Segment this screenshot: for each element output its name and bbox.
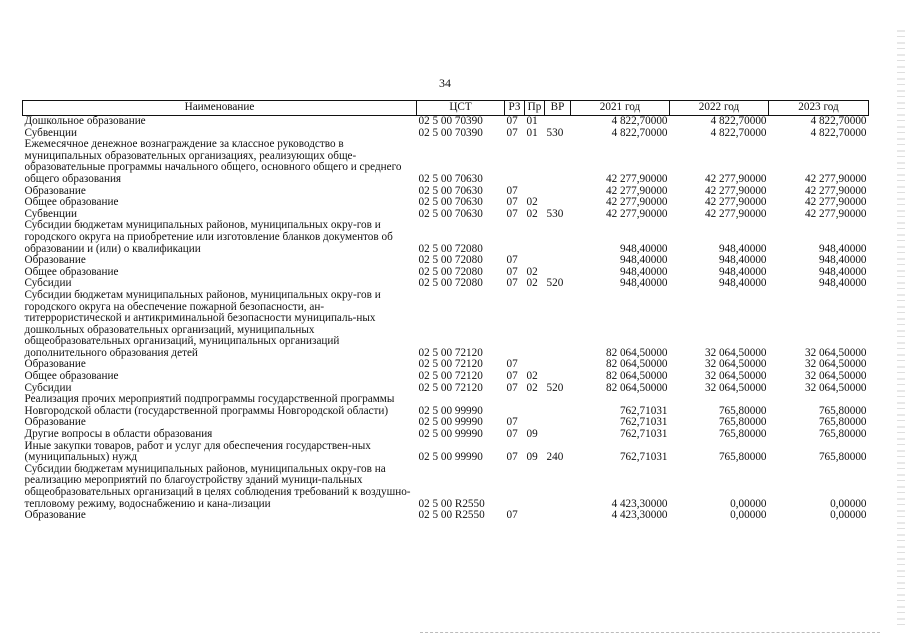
cell-rz: 07 [506,196,518,209]
cell-rz: 07 [506,126,518,139]
cell-2021: 4 423,30000 [611,497,668,510]
cell-name: Дошкольное образование [24,115,146,127]
table-row [23,371,869,383]
header-rz: РЗ [505,101,525,116]
cell-rz: 07 [506,416,518,429]
cell-name: Иные закупки товаров, работ и услуг для обеспечения государствен-ных (муниципальных) нужд [24,439,371,464]
cell-cst: 02 5 00 70390 [418,126,483,139]
cell-2023: 32 064,50000 [804,346,867,359]
cell-2021: 948,40000 [619,277,668,290]
cell-cst: 02 5 00 70390 [418,115,483,127]
cell-name: Субвенции [24,126,77,139]
cell-2022: 42 277,90000 [704,196,767,209]
cell-pr: 02 [526,370,538,383]
table-row [23,394,869,417]
cell-pr: 01 [526,115,538,127]
cell-rz: 07 [506,254,518,267]
cell-cst: 02 5 00 99990 [418,416,483,429]
cell-2023: 948,40000 [818,277,867,290]
cell-2021: 4 822,70000 [611,126,668,139]
cell-rz: 07 [506,451,518,464]
cell-2021: 42 277,90000 [605,207,668,220]
cell-pr [525,255,545,267]
cell-rz: 07 [506,265,518,278]
cell-vr [545,220,571,255]
cell-2021: 42 277,90000 [605,196,668,209]
cell-pr [525,139,545,185]
cell-2023: 4 822,70000 [810,115,867,127]
cell-cst: 02 5 00 72120 [418,370,483,383]
cell-2022: 765,80000 [718,428,767,441]
cell-vr [545,116,571,128]
cell-2022: 0,00000 [730,497,767,510]
cell-2022: 0,00000 [730,509,767,522]
cell-rz [505,290,525,360]
cell-vr: 530 [546,207,564,220]
cell-2022: 32 064,50000 [704,346,767,359]
cell-cst: 02 5 00 70630 [418,196,483,209]
cell-2022: 42 277,90000 [704,207,767,220]
table-header-row [23,101,869,116]
cell-2023: 948,40000 [818,242,867,255]
cell-rz: 07 [506,428,518,441]
cell-2022: 765,80000 [718,404,767,417]
cell-name: Субсидии бюджетам муниципальных районов, муниципальных окру-гов на реализацию мероприятий по благоустройству зданий муници-пальных общеобразовательных организаций в целях соблюдения требований к воздушно-тепловому режиму, водоснабжению и кана-лизации [24,462,411,510]
cell-2021: 948,40000 [619,254,668,267]
cell-cst: 02 5 00 72120 [418,381,483,394]
cell-pr: 02 [526,207,538,220]
cell-2021: 82 064,50000 [605,358,668,371]
table-row [23,220,869,255]
cell-cst: 02 5 00 72080 [418,254,483,267]
cell-pr: 02 [526,196,538,209]
cell-vr: 520 [546,381,564,394]
cell-cst: 02 5 00 72120 [418,358,483,371]
cell-2023: 42 277,90000 [804,207,867,220]
table-body [23,116,869,522]
cell-2021: 762,71031 [619,416,668,429]
cell-name: Субсидии бюджетам муниципальных районов, муниципальных окру-гов и городского округа на обеспечение пожарной безопасности, ан-титеррористической и антикриминальной безопасности муниципаль-ных дошкольных образовательных организаций, муниципальных общеобразовательных организаций, муниципальных организаций дополнительного образования детей [24,288,381,359]
cell-2022: 765,80000 [718,451,767,464]
cell-vr [545,290,571,360]
cell-2022: 948,40000 [718,254,767,267]
cell-2023: 765,80000 [818,428,867,441]
cell-name: Субсидии [24,277,72,290]
header-2022: 2022 год [670,101,769,116]
cell-cst: 02 5 00 R2550 [418,509,485,522]
cell-cst: 02 5 00 72080 [418,277,483,290]
cell-vr [545,186,571,198]
scan-artifact [420,632,880,635]
cell-vr [545,394,571,417]
table-row [23,116,869,128]
cell-2023: 42 277,90000 [804,172,867,185]
cell-2023: 765,80000 [818,451,867,464]
cell-2023: 4 822,70000 [810,126,867,139]
cell-rz: 07 [506,509,518,522]
cell-2021: 762,71031 [619,428,668,441]
header-name: Наименование [23,101,417,116]
table-row [23,429,869,441]
cell-2023: 42 277,90000 [804,184,867,197]
cell-cst: 02 5 00 99990 [418,404,483,417]
cell-name: Субвенции [24,207,77,220]
cell-pr [525,220,545,255]
cell-2022: 32 064,50000 [704,381,767,394]
cell-name: Образование [24,254,86,267]
cell-rz: 07 [506,381,518,394]
cell-2022: 32 064,50000 [704,370,767,383]
cell-2022: 4 822,70000 [710,126,767,139]
cell-2022: 948,40000 [718,265,767,278]
cell-rz [505,139,525,185]
budget-table [22,100,869,522]
cell-2021: 82 064,50000 [605,381,668,394]
cell-pr: 09 [526,428,538,441]
cell-pr: 02 [526,277,538,290]
table-row [23,441,869,464]
cell-2022: 42 277,90000 [704,172,767,185]
cell-2021: 948,40000 [619,265,668,278]
cell-rz [505,394,525,417]
header-2021: 2021 год [571,101,670,116]
cell-name: Общее образование [24,265,119,278]
cell-2021: 82 064,50000 [605,370,668,383]
cell-rz: 07 [506,115,518,127]
table-row [23,510,869,522]
cell-vr [545,510,571,522]
cell-pr: 02 [526,265,538,278]
cell-vr [545,359,571,371]
cell-vr [545,255,571,267]
cell-2022: 765,80000 [718,416,767,429]
cell-name: Общее образование [24,370,119,383]
cell-cst: 02 5 00 99990 [418,451,483,464]
cell-rz [505,220,525,255]
cell-2021: 4 822,70000 [611,115,668,127]
cell-vr [545,429,571,441]
scan-edge-artifact [897,30,905,630]
cell-2022: 4 822,70000 [710,115,767,127]
cell-vr [545,464,571,510]
cell-2023: 32 064,50000 [804,381,867,394]
cell-pr: 01 [526,126,538,139]
cell-2021: 762,71031 [619,404,668,417]
cell-2022: 948,40000 [718,242,767,255]
cell-2023: 42 277,90000 [804,196,867,209]
cell-2023: 32 064,50000 [804,370,867,383]
table-row [23,255,869,267]
cell-name: Субсидии [24,381,72,394]
cell-vr [545,197,571,209]
cell-rz [505,464,525,510]
table-row [23,290,869,360]
cell-2021: 762,71031 [619,451,668,464]
cell-2021: 82 064,50000 [605,346,668,359]
cell-vr: 530 [546,126,564,139]
cell-2023: 765,80000 [818,416,867,429]
cell-rz: 07 [506,207,518,220]
cell-vr [545,139,571,185]
cell-rz: 07 [506,358,518,371]
cell-rz: 07 [506,277,518,290]
cell-2021: 948,40000 [619,242,668,255]
cell-vr [545,371,571,383]
page-number: 34 [439,76,451,90]
table-row [23,139,869,185]
cell-2023: 948,40000 [818,265,867,278]
cell-pr [525,464,545,510]
cell-vr: 240 [546,451,564,464]
cell-2023: 0,00000 [830,497,867,510]
cell-rz: 07 [506,370,518,383]
cell-name: Образование [24,184,86,197]
header-cst: ЦСТ [417,101,505,116]
header-2023: 2023 год [769,101,869,116]
cell-2021: 42 277,90000 [605,172,668,185]
cell-name: Ежемесячное денежное вознаграждение за классное руководство в муниципальных образовательных организациях, реализующих обще-образовательные программы начального общего, основного общего и среднего общего образования [24,138,402,185]
cell-cst: 02 5 00 99990 [418,428,483,441]
cell-2023: 32 064,50000 [804,358,867,371]
cell-pr [525,394,545,417]
cell-cst: 02 5 00 70630 [418,184,483,197]
cell-cst: 02 5 00 72120 [418,346,483,359]
cell-2022: 42 277,90000 [704,184,767,197]
cell-name: Другие вопросы в области образования [24,428,213,441]
cell-pr: 02 [526,381,538,394]
cell-rz: 07 [506,184,518,197]
cell-cst: 02 5 00 70630 [418,172,483,185]
cell-cst: 02 5 00 72080 [418,242,483,255]
cell-name: Субсидии бюджетам муниципальных районов, муниципальных окру-гов и городского округа на приобретение или изготовление бланков документов об образовании и (или) о квалификации [24,219,393,255]
cell-pr [525,290,545,360]
table-row [23,464,869,510]
cell-cst: 02 5 00 R2550 [418,497,485,510]
cell-2022: 948,40000 [718,277,767,290]
cell-name: Реализация прочих мероприятий подпрограммы государственной программы Новгородской области (государственной программы Новгородской области) [24,393,395,417]
cell-vr: 520 [546,277,564,290]
cell-2023: 765,80000 [818,404,867,417]
cell-cst: 02 5 00 70630 [418,207,483,220]
cell-pr [525,510,545,522]
cell-2022: 32 064,50000 [704,358,767,371]
table-row [23,197,869,209]
header-vr: ВР [545,101,571,116]
cell-name: Общее образование [24,196,119,209]
cell-pr: 09 [526,451,538,464]
cell-2023: 0,00000 [830,509,867,522]
cell-2023: 948,40000 [818,254,867,267]
cell-name: Образование [24,358,86,371]
cell-vr [545,417,571,429]
cell-name: Образование [24,509,86,522]
cell-2021: 42 277,90000 [605,184,668,197]
header-pr: Пр [525,101,545,116]
cell-cst: 02 5 00 72080 [418,265,483,278]
cell-2021: 4 423,30000 [611,509,668,522]
cell-name: Образование [24,416,86,429]
